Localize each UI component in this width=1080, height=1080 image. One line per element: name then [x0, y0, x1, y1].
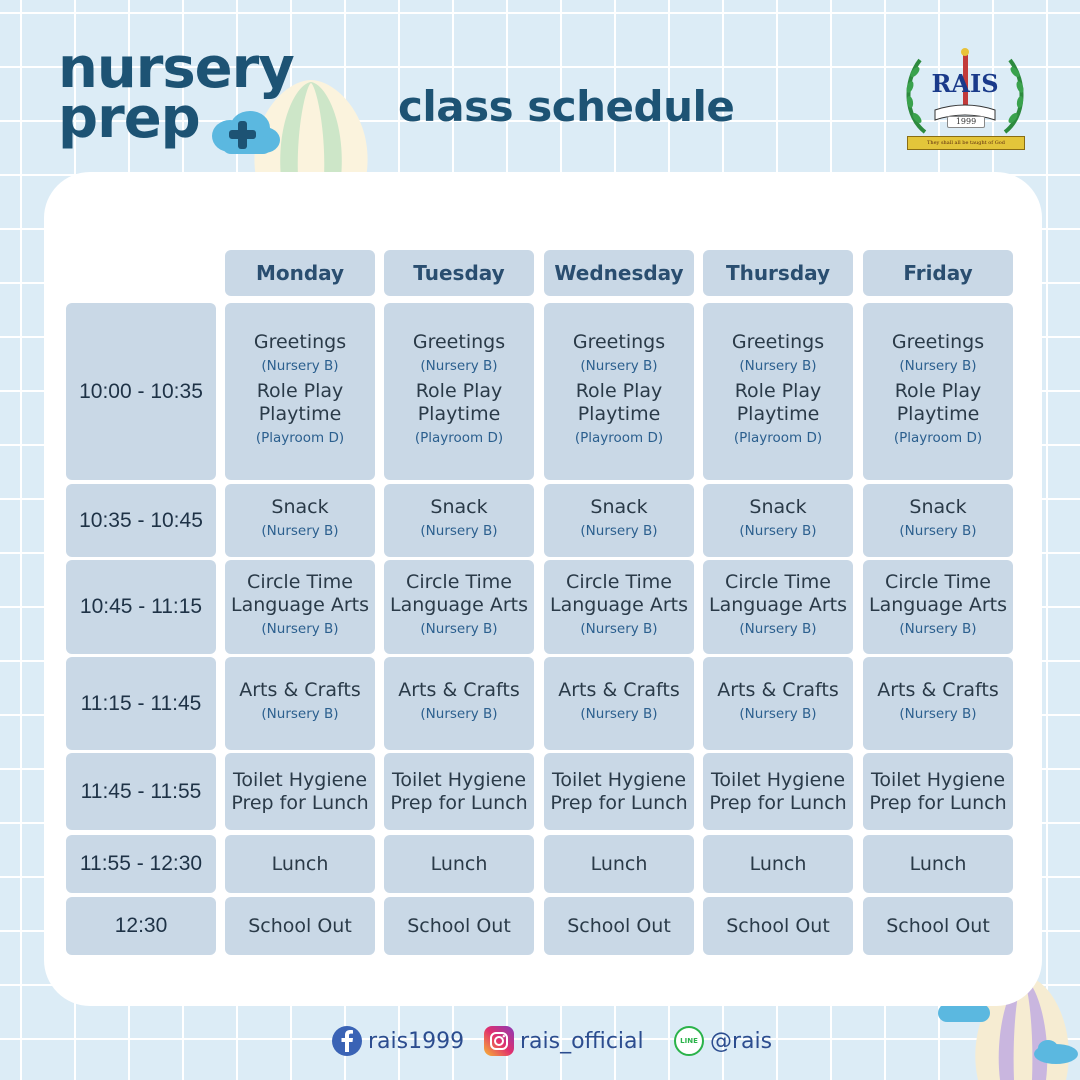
time-slot-cell: 11:45 - 11:55	[66, 753, 216, 830]
time-slot-cell: 10:45 - 11:15	[66, 560, 216, 654]
activity-cell	[384, 835, 534, 893]
school-logo	[895, 42, 1035, 157]
activity-name: Arts & Crafts	[398, 679, 520, 701]
time-slot-cell: 12:30	[66, 897, 216, 955]
room-label: (Nursery B)	[899, 706, 977, 722]
activity-name: Circle Time Language Arts	[550, 571, 688, 616]
activity-cell	[225, 484, 375, 557]
logo-motto: They shall all be taught of God	[907, 136, 1025, 150]
room-label: (Nursery B)	[261, 523, 339, 539]
facebook-link[interactable]	[332, 1026, 464, 1056]
activity-name: Snack	[430, 496, 488, 518]
room-label: (Playroom D)	[414, 430, 504, 446]
title-line-1: nursery	[58, 36, 294, 101]
room-label: (Nursery B)	[261, 358, 339, 374]
activity-name: Greetings	[731, 331, 825, 353]
room-label: (Playroom D)	[733, 430, 823, 446]
day-header-wednesday: Wednesday	[544, 250, 694, 296]
line-handle: @rais	[710, 1028, 773, 1054]
activity-cell	[225, 835, 375, 893]
line-app-icon	[674, 1026, 704, 1056]
activity-name: Arts & Crafts	[877, 679, 999, 701]
line-link[interactable]	[674, 1026, 772, 1056]
room-label: (Nursery B)	[739, 358, 817, 374]
activity-cell	[863, 560, 1013, 654]
activity-name: Circle Time Language Arts	[869, 571, 1007, 616]
instagram-handle: rais_official	[520, 1028, 644, 1054]
activity-cell	[225, 303, 375, 480]
room-label: (Nursery B)	[739, 523, 817, 539]
time-slot-cell: 11:15 - 11:45	[66, 657, 216, 750]
time-slot-cell: 11:55 - 12:30	[66, 835, 216, 893]
activity-name: Lunch	[430, 852, 488, 875]
activity-name: School Out	[726, 914, 830, 937]
activity-name: Role Play Playtime	[734, 380, 822, 425]
activity-cell	[863, 484, 1013, 557]
activity-name: Arts & Crafts	[239, 679, 361, 701]
facebook-handle: rais1999	[368, 1028, 465, 1054]
activity-cell	[384, 897, 534, 955]
room-label: (Nursery B)	[899, 523, 977, 539]
room-label: (Nursery B)	[420, 523, 498, 539]
activity-cell	[863, 835, 1013, 893]
activity-name: Arts & Crafts	[558, 679, 680, 701]
time-slot-cell: 10:00 - 10:35	[66, 303, 216, 480]
activity-name: Role Play Playtime	[256, 380, 344, 425]
time-slot-cell: 10:35 - 10:45	[66, 484, 216, 557]
activity-name: School Out	[407, 914, 511, 937]
activity-cell	[384, 484, 534, 557]
activity-name: Role Play Playtime	[575, 380, 663, 425]
activity-cell	[703, 835, 853, 893]
activity-name: Toilet Hygiene Prep for Lunch	[390, 768, 528, 814]
activity-name: Snack	[909, 496, 967, 518]
activity-name: School Out	[886, 914, 990, 937]
activity-name: Snack	[590, 496, 648, 518]
activity-cell	[384, 560, 534, 654]
room-label: (Nursery B)	[899, 621, 977, 637]
room-label: (Nursery B)	[420, 358, 498, 374]
room-label: (Playroom D)	[574, 430, 664, 446]
line-icon-text: LINE	[680, 1037, 698, 1045]
activity-cell	[544, 484, 694, 557]
footer-socials	[0, 1026, 1080, 1060]
schedule-card	[44, 172, 1042, 1006]
activity-cell	[225, 657, 375, 750]
activity-cell	[863, 303, 1013, 480]
room-label: (Playroom D)	[893, 430, 983, 446]
room-label: (Nursery B)	[580, 621, 658, 637]
activity-cell	[703, 897, 853, 955]
activity-name: Role Play Playtime	[415, 380, 503, 425]
activity-cell	[863, 657, 1013, 750]
activity-name: Snack	[271, 496, 329, 518]
day-header-tuesday: Tuesday	[384, 250, 534, 296]
logo-text: RAIS	[931, 69, 999, 98]
activity-name: School Out	[248, 914, 352, 937]
activity-cell	[225, 753, 375, 830]
logo-year: 1999	[947, 116, 985, 128]
page-subtitle: class schedule	[398, 82, 735, 131]
activity-name: Snack	[749, 496, 807, 518]
activity-name: Circle Time Language Arts	[231, 571, 369, 616]
activity-cell	[544, 303, 694, 480]
activity-name: Lunch	[909, 852, 967, 875]
room-label: (Nursery B)	[261, 706, 339, 722]
activity-cell	[544, 753, 694, 830]
activity-cell	[544, 897, 694, 955]
activity-name: Greetings	[412, 331, 506, 353]
activity-cell	[544, 835, 694, 893]
activity-name: Toilet Hygiene Prep for Lunch	[709, 768, 847, 814]
room-label: (Nursery B)	[261, 621, 339, 637]
room-label: (Nursery B)	[420, 621, 498, 637]
day-header-friday: Friday	[863, 250, 1013, 296]
activity-cell	[863, 753, 1013, 830]
activity-name: Greetings	[572, 331, 666, 353]
activity-cell	[384, 303, 534, 480]
activity-cell	[703, 560, 853, 654]
activity-cell	[225, 560, 375, 654]
activity-name: Toilet Hygiene Prep for Lunch	[550, 768, 688, 814]
activity-cell	[703, 484, 853, 557]
activity-name: Circle Time Language Arts	[709, 571, 847, 616]
activity-name: Arts & Crafts	[717, 679, 839, 701]
room-label: (Nursery B)	[899, 358, 977, 374]
room-label: (Nursery B)	[739, 621, 817, 637]
activity-cell	[384, 753, 534, 830]
activity-name: Toilet Hygiene Prep for Lunch	[231, 768, 369, 814]
activity-name: School Out	[567, 914, 671, 937]
activity-name: Toilet Hygiene Prep for Lunch	[869, 768, 1007, 814]
activity-cell	[225, 897, 375, 955]
instagram-icon	[484, 1026, 514, 1056]
room-label: (Nursery B)	[739, 706, 817, 722]
activity-cell	[703, 657, 853, 750]
activity-name: Greetings	[891, 331, 985, 353]
activity-name: Role Play Playtime	[894, 380, 982, 425]
room-label: (Nursery B)	[580, 523, 658, 539]
room-label: (Nursery B)	[420, 706, 498, 722]
room-label: (Nursery B)	[580, 706, 658, 722]
activity-name: Lunch	[590, 852, 648, 875]
activity-cell	[544, 657, 694, 750]
activity-cell	[863, 897, 1013, 955]
activity-name: Circle Time Language Arts	[390, 571, 528, 616]
facebook-icon	[332, 1026, 362, 1056]
activity-name: Lunch	[749, 852, 807, 875]
plus-cloud-icon	[208, 110, 282, 154]
activity-cell	[703, 303, 853, 480]
room-label: (Playroom D)	[255, 430, 345, 446]
activity-name: Greetings	[253, 331, 347, 353]
room-label: (Nursery B)	[580, 358, 658, 374]
activity-name: Lunch	[271, 852, 329, 875]
activity-cell	[703, 753, 853, 830]
day-header-thursday: Thursday	[703, 250, 853, 296]
instagram-link[interactable]	[484, 1026, 644, 1056]
title-line-2: prep	[58, 86, 200, 151]
day-header-monday: Monday	[225, 250, 375, 296]
activity-cell	[544, 560, 694, 654]
activity-cell	[384, 657, 534, 750]
